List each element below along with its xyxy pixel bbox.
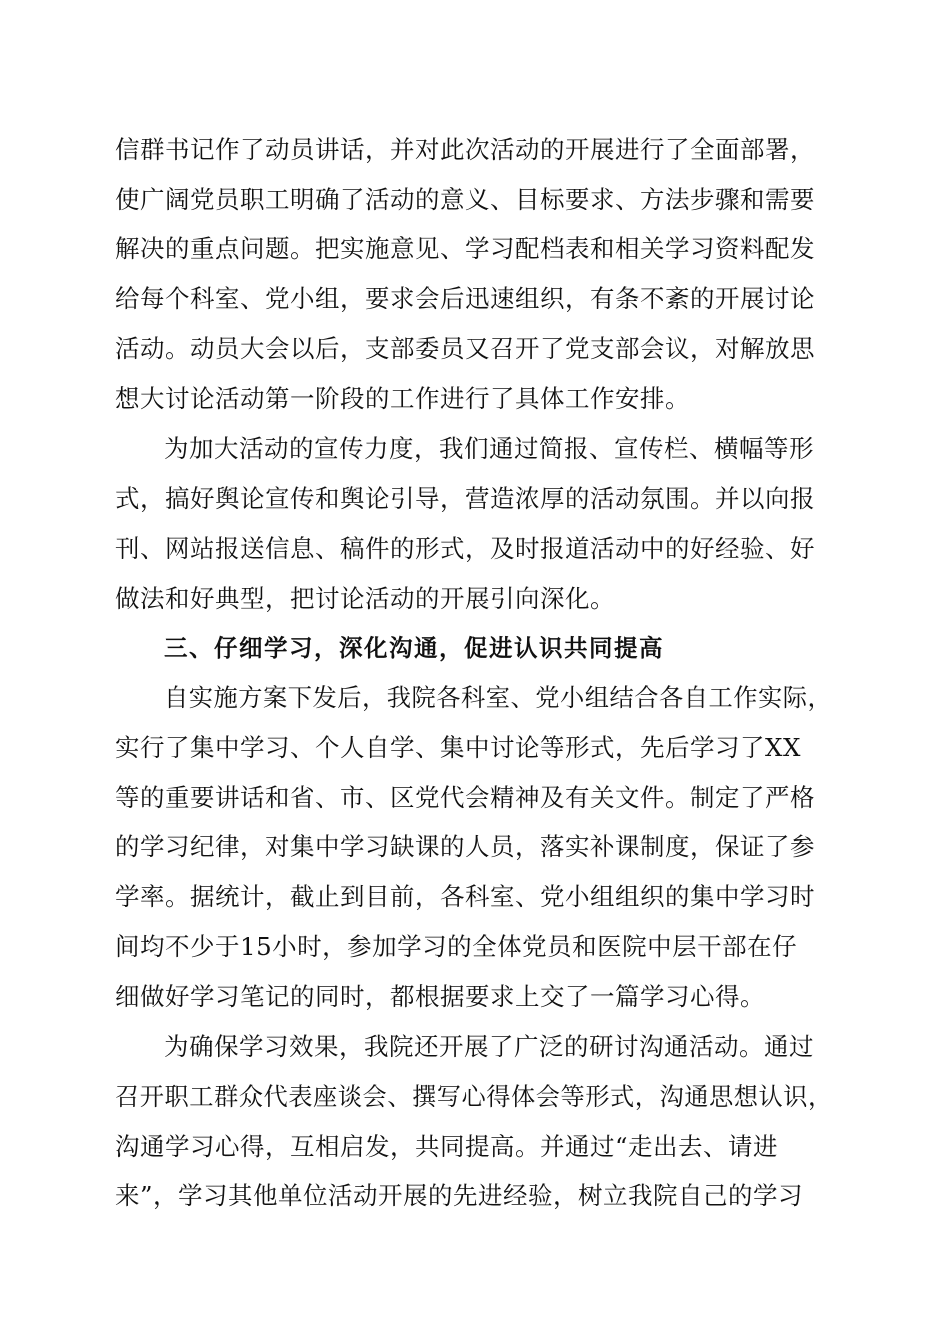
paragraph-line: 来”，学习其他单位活动开展的先进经验，树立我院自己的学习 (115, 1181, 804, 1210)
paragraph-line: 等的重要讲话和省、市、区党代会精神及有关文件。制定了严格 (115, 783, 815, 812)
paragraph-line: 沟通学习心得，互相启发，共同提高。并通过“走出去、请进 (115, 1132, 779, 1161)
paragraph-line: 为加大活动的宣传力度，我们通过简报、宣传栏、横幅等形 (164, 434, 814, 463)
paragraph-line: 做法和好典型，把讨论活动的开展引向深化。 (115, 584, 615, 613)
paragraph-line: 的学习纪律，对集中学习缺课的人员，落实补课制度，保证了参 (115, 832, 815, 861)
paragraph-line: 为确保学习效果，我院还开展了广泛的研讨沟通活动。通过 (164, 1032, 814, 1061)
paragraph-line: 刊、网站报送信息、稿件的形式，及时报道活动中的好经验、好 (115, 534, 815, 563)
paragraph-line: 解决的重点问题。把实施意见、学习配档表和相关学习资料配发 (115, 234, 815, 263)
section-heading: 三、仔细学习，深化沟通，促进认识共同提高 (164, 634, 664, 662)
paragraph-line: 自实施方案下发后，我院各科室、党小组结合各自工作实际， (164, 683, 833, 712)
paragraph-line: 式，搞好舆论宣传和舆论引导，营造浓厚的活动氛围。并以向报 (115, 484, 815, 513)
paragraph-line: 实行了集中学习、个人自学、集中讨论等形式，先后学习了XX (115, 733, 801, 762)
paragraph-line: 召开职工群众代表座谈会、撰写心得体会等形式，沟通思想认识， (115, 1082, 833, 1111)
paragraph-line: 想大讨论活动第一阶段的工作进行了具体工作安排。 (115, 384, 690, 413)
paragraph-line: 活动。动员大会以后，支部委员又召开了党支部会议，对解放思 (115, 334, 815, 363)
paragraph-line: 使广阔党员职工明确了活动的意义、目标要求、方法步骤和需要 (115, 185, 815, 214)
paragraph-line: 学率。据统计，截止到目前，各科室、党小组组织的集中学习时 (115, 882, 815, 911)
paragraph-line: 细做好学习笔记的同时，都根据要求上交了一篇学习心得。 (115, 982, 765, 1011)
paragraph-line: 间均不少于15小时，参加学习的全体党员和医院中层干部在仔 (115, 932, 798, 961)
paragraph-line: 给每个科室、党小组，要求会后迅速组织，有条不紊的开展讨论 (115, 284, 815, 313)
paragraph-line: 信群书记作了动员讲话，并对此次活动的开展进行了全面部署， (115, 135, 815, 164)
